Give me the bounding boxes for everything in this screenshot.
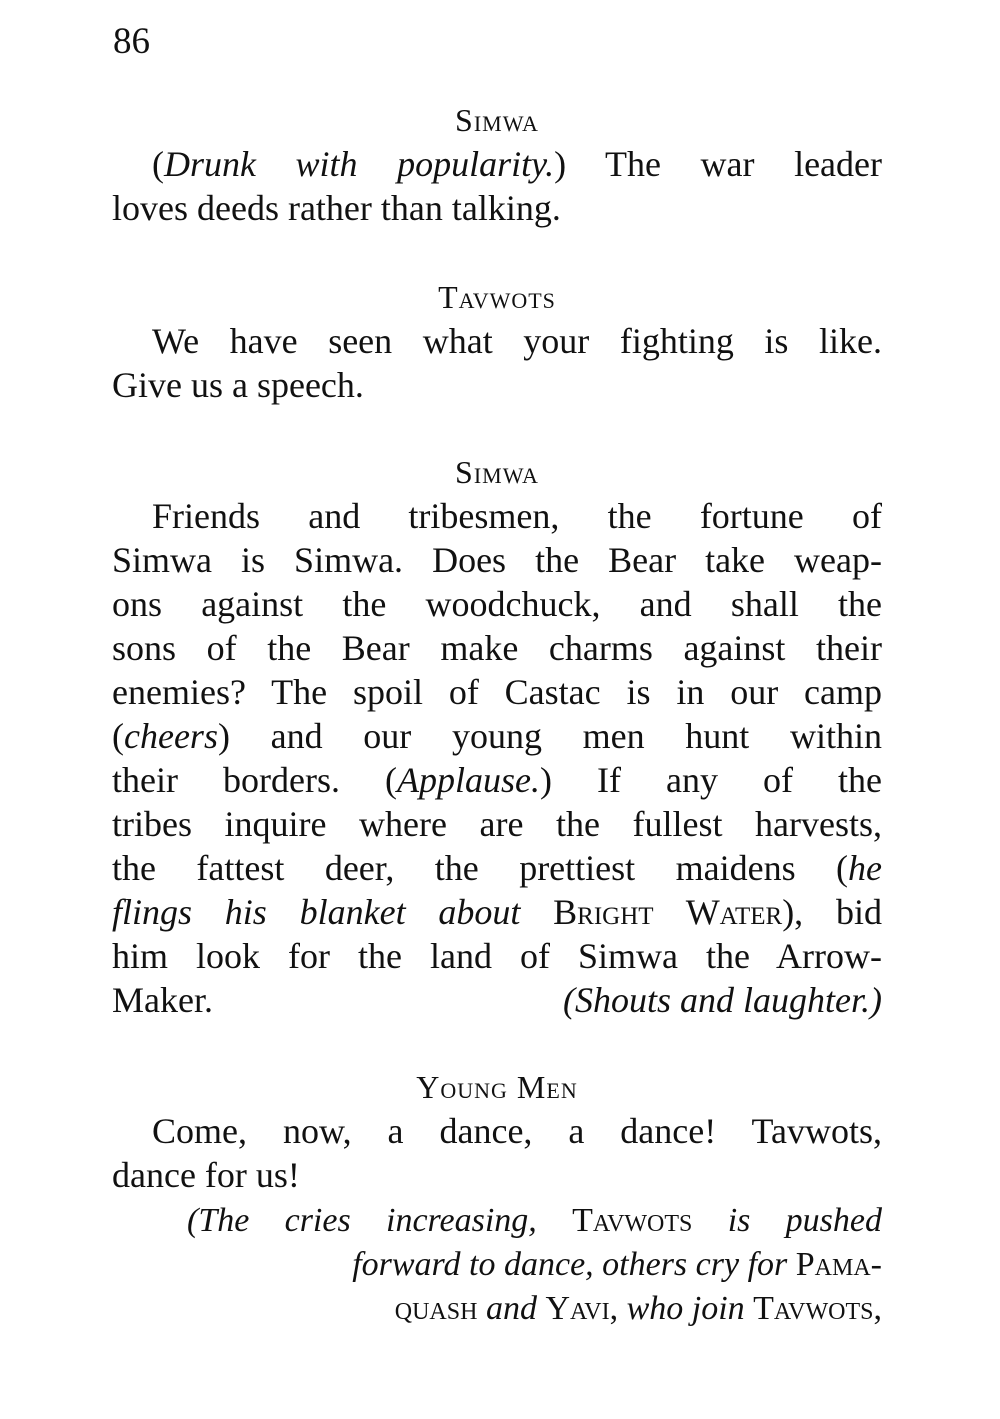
speaker-name: Simwa [455,454,539,490]
text-line: quash and Yavi, who join Tavwots, [394,1290,882,1327]
text-line: ons against the woodchuck, and shall the [112,584,882,624]
text-line: (Drunk with popularity.) The war leader [152,144,882,184]
speech-block-1 [112,100,882,230]
stage-direction-inline: (Shouts and laughter.) [563,980,882,1020]
speech-block-4 [112,1067,882,1197]
text-line: We have seen what your fighting is like. [152,321,882,361]
speaker-name: Young Men [416,1069,578,1105]
text-line: enemies? The spoil of Castac is in our camp [112,672,882,712]
speaker-name: Tavwots [438,279,556,315]
text-line: Give us a speech. [112,365,364,405]
text-line: (cheers) and our young men hunt within [112,716,882,756]
speech-block-2 [112,277,882,407]
text-line: Maker. (Shouts and laughter.) [112,980,882,1020]
text-line: sons of the Bear make charms against their [112,628,882,668]
text-line: Friends and tribesmen, the fortune of [152,496,882,536]
text-line: him look for the land of Simwa the Arrow- [112,936,882,976]
text-line: the fattest deer, the prettiest maidens (he [112,848,882,888]
page-number: 86 [113,21,150,62]
text-line: (The cries increasing, Tavwots is pushed [187,1202,882,1239]
speaker-name: Simwa [455,102,539,138]
stage-direction [187,1199,882,1331]
text-line: flings his blanket about Bright Water), bid [112,892,882,932]
speech-block-3 [112,452,882,1022]
text-line: dance for us! [112,1155,300,1195]
text-line: forward to dance, others cry for Pama- [352,1246,882,1283]
text-line: Simwa is Simwa. Does the Bear take weap- [112,540,882,580]
text-line: loves deeds rather than talking. [112,188,561,228]
text-line: Come, now, a dance, a dance! Tavwots, [152,1111,882,1151]
text-line: their borders. (Applause.) If any of the [112,760,882,800]
text-line: tribes inquire where are the fullest harvests, [112,804,882,844]
